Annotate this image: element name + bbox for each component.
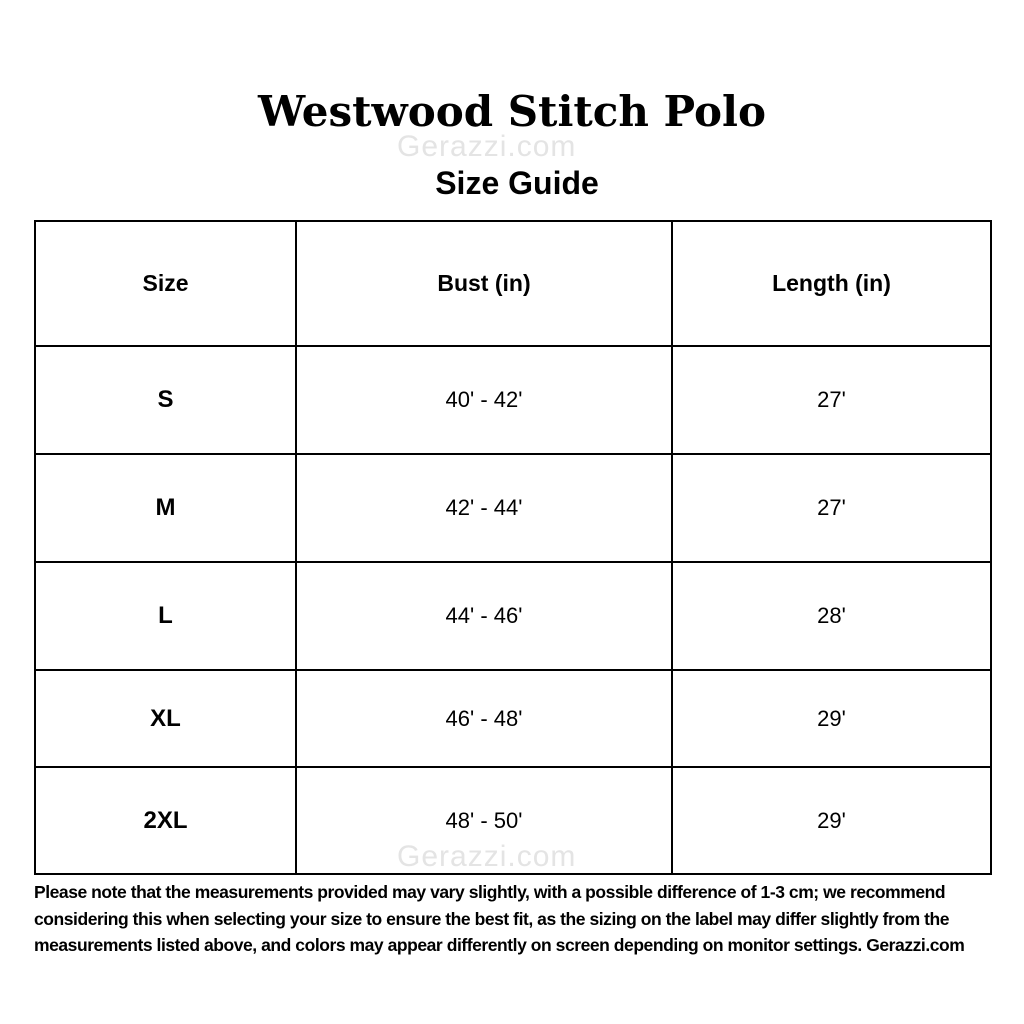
table-row — [35, 562, 991, 670]
size-table — [34, 220, 992, 875]
page-subtitle: Size Guide — [435, 165, 599, 201]
size-cell: S — [35, 346, 296, 454]
disclaimer-note — [34, 879, 1009, 959]
bust-cell: 48' - 50' — [296, 767, 672, 874]
note-line: measurements listed above, and colors may appear differently on screen depending on monitor settings. Gerazzi.com — [34, 935, 965, 955]
note-line: Please note that the measurements provided may vary slightly, with a possible difference of 1-3 cm; we recommend — [34, 882, 946, 902]
length-cell: 29' — [672, 767, 991, 874]
size-cell: XL — [35, 670, 296, 767]
table-row — [35, 454, 991, 562]
length-cell: 29' — [672, 670, 991, 767]
table-row — [35, 346, 991, 454]
bust-cell: 44' - 46' — [296, 562, 672, 670]
header-size: Size — [35, 221, 296, 346]
header-length: Length (in) — [672, 221, 991, 346]
bust-cell: 40' - 42' — [296, 346, 672, 454]
watermark-top: Gerazzi.com — [397, 130, 577, 163]
table-header-row — [35, 221, 991, 346]
size-cell: 2XL — [35, 767, 296, 874]
page-title: Westwood Stitch Polo — [258, 87, 766, 136]
size-cell: L — [35, 562, 296, 670]
length-cell: 27' — [672, 454, 991, 562]
watermark-bottom: Gerazzi.com — [397, 840, 577, 873]
bust-cell: 46' - 48' — [296, 670, 672, 767]
header-bust: Bust (in) — [296, 221, 672, 346]
length-cell: 27' — [672, 346, 991, 454]
bust-cell: 42' - 44' — [296, 454, 672, 562]
table-row — [35, 670, 991, 767]
note-line: considering this when selecting your size to ensure the best fit, as the sizing on the label may differ slightly from the — [34, 908, 950, 929]
size-cell: M — [35, 454, 296, 562]
length-cell: 28' — [672, 562, 991, 670]
